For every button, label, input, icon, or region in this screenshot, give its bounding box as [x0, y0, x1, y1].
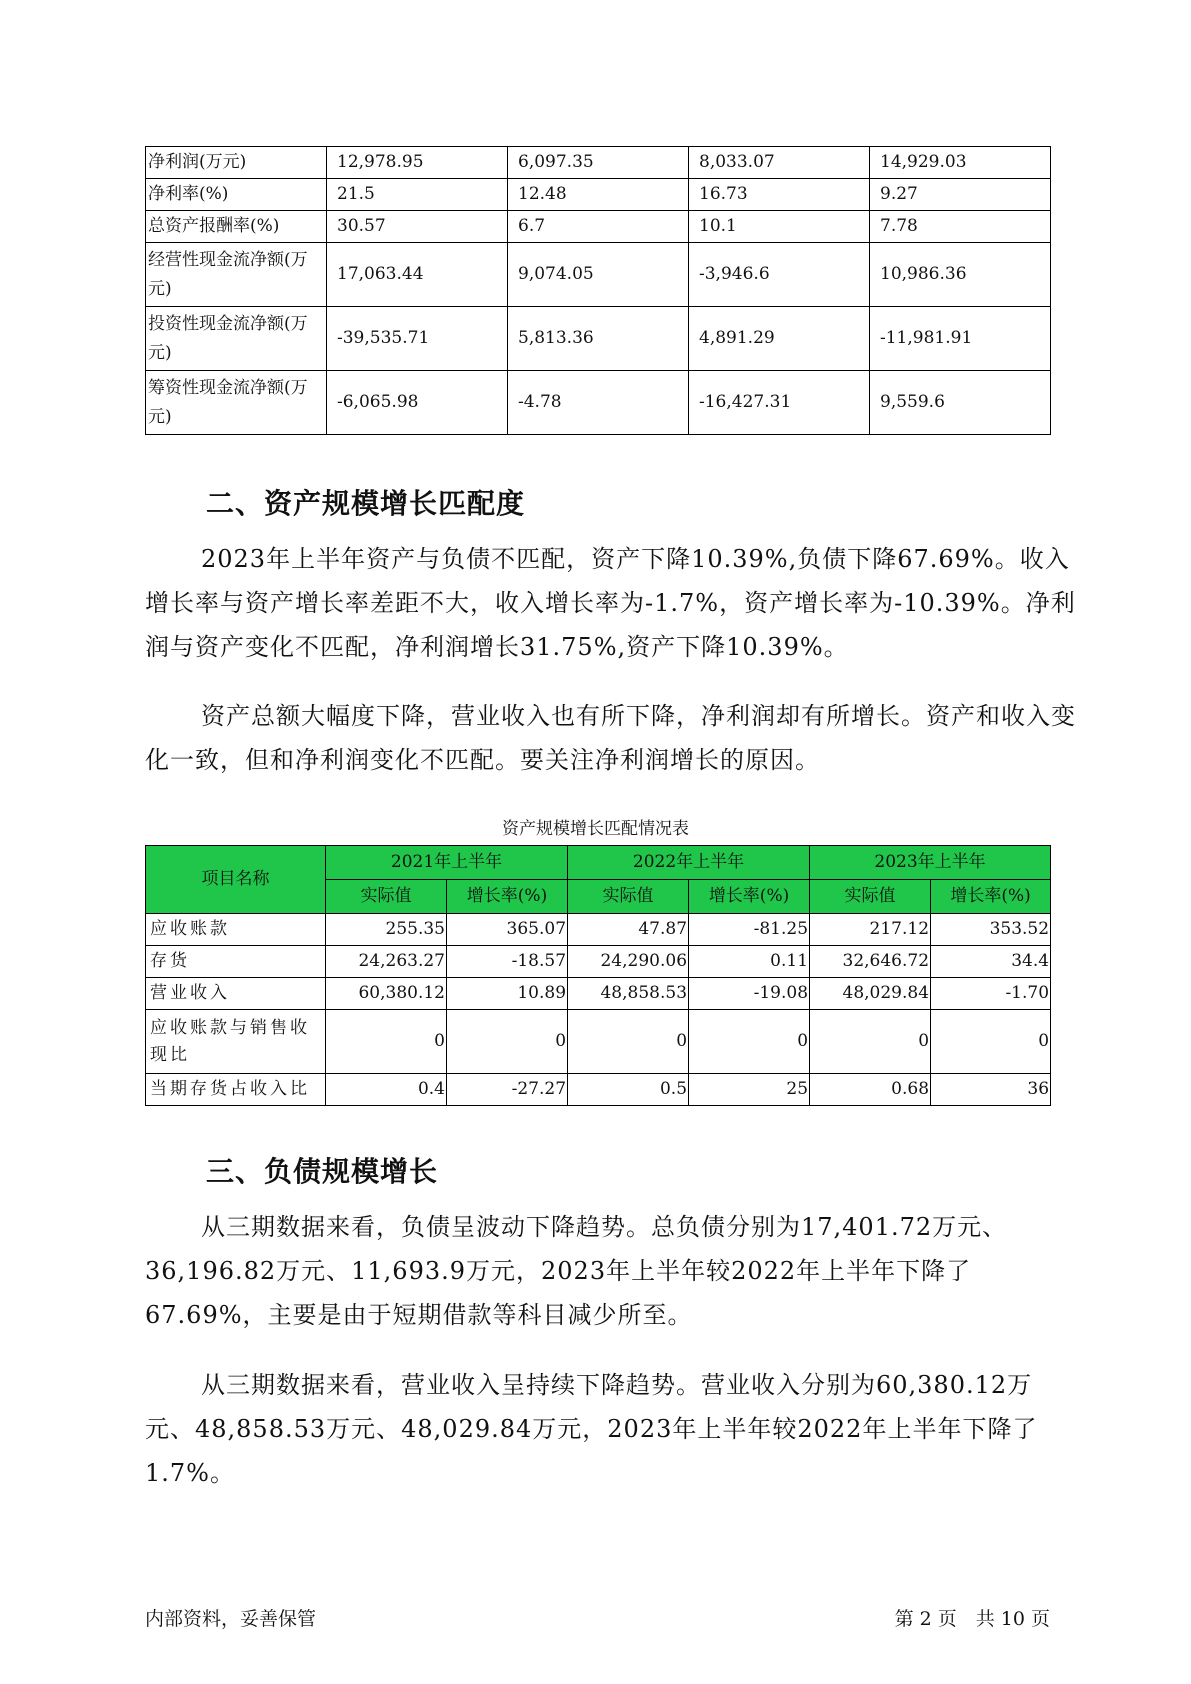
column-header-growth: 增长率(%) — [931, 880, 1051, 914]
row-label: 经营性现金流净额(万元) — [146, 243, 327, 307]
cell: 0 — [326, 1010, 447, 1074]
row-label: 投资性现金流净额(万元) — [146, 307, 327, 371]
financial-metrics-table — [145, 146, 1051, 435]
table-header-row — [146, 846, 1051, 880]
table-row — [146, 243, 1051, 307]
cell: 24,263.27 — [326, 946, 447, 978]
paragraph: 资产总额大幅度下降，营业收入也有所下降，净利润却有所增长。资产和收入变化一致，但和净利润变化不匹配。要关注净利润增长的原因。 — [145, 702, 1076, 774]
cell: 60,380.12 — [326, 978, 447, 1010]
cell: 0 — [447, 1010, 568, 1074]
row-label: 存货 — [146, 946, 326, 978]
cell: -19.08 — [689, 978, 810, 1010]
cell: 32,646.72 — [810, 946, 931, 978]
cell: 10.89 — [447, 978, 568, 1010]
column-header-actual: 实际值 — [326, 880, 447, 914]
asset-growth-match-table — [145, 845, 1051, 1106]
column-header-growth: 增长率(%) — [447, 880, 568, 914]
cell: -6,065.98 — [327, 371, 508, 435]
cell: -11,981.91 — [870, 307, 1051, 371]
cell: 9,074.05 — [508, 243, 689, 307]
cell: 25 — [689, 1074, 810, 1106]
paragraph: 从三期数据来看，营业收入呈持续下降趋势。营业收入分别为60,380.12万元、48,858.53万元、48,029.84万元，2023年上半年较2022年上半年下降了1.7%。 — [145, 1371, 1038, 1487]
cell: 0 — [568, 1010, 689, 1074]
column-header-growth: 增长率(%) — [689, 880, 810, 914]
cell: 0 — [810, 1010, 931, 1074]
cell: -27.27 — [447, 1074, 568, 1106]
cell: -16,427.31 — [689, 371, 870, 435]
row-label: 总资产报酬率(%) — [146, 211, 327, 243]
cell: 0.11 — [689, 946, 810, 978]
table-row — [146, 179, 1051, 211]
row-label: 营业收入 — [146, 978, 326, 1010]
row-label: 净利率(%) — [146, 179, 327, 211]
cell: 36 — [931, 1074, 1051, 1106]
cell: 10,986.36 — [870, 243, 1051, 307]
column-header-period: 2023年上半年 — [810, 846, 1051, 880]
cell: 0.4 — [326, 1074, 447, 1106]
column-header-item-name: 项目名称 — [146, 846, 326, 914]
column-header-period: 2021年上半年 — [326, 846, 568, 880]
table-row — [146, 211, 1051, 243]
row-label: 应收账款与销售收现比 — [146, 1010, 326, 1074]
cell: 353.52 — [931, 914, 1051, 946]
cell: 0.5 — [568, 1074, 689, 1106]
cell: 6,097.35 — [508, 147, 689, 179]
cell: 0 — [689, 1010, 810, 1074]
cell: -3,946.6 — [689, 243, 870, 307]
cell: 4,891.29 — [689, 307, 870, 371]
cell: 10.1 — [689, 211, 870, 243]
cell: 5,813.36 — [508, 307, 689, 371]
cell: 8,033.07 — [689, 147, 870, 179]
cell: 21.5 — [327, 179, 508, 211]
table-row — [146, 1074, 1051, 1106]
cell: 14,929.03 — [870, 147, 1051, 179]
cell: 0.68 — [810, 1074, 931, 1106]
column-header-actual: 实际值 — [568, 880, 689, 914]
cell: 12.48 — [508, 179, 689, 211]
column-header-period: 2022年上半年 — [568, 846, 810, 880]
row-label: 净利润(万元) — [146, 147, 327, 179]
column-header-actual: 实际值 — [810, 880, 931, 914]
table-row — [146, 1010, 1051, 1074]
cell: 47.87 — [568, 914, 689, 946]
table-row — [146, 307, 1051, 371]
cell: 0 — [931, 1010, 1051, 1074]
cell: 7.78 — [870, 211, 1051, 243]
cell: -39,535.71 — [327, 307, 508, 371]
section-heading-debt-growth: 三、负债规模增长 — [206, 1155, 439, 1188]
table-row — [146, 371, 1051, 435]
cell: 6.7 — [508, 211, 689, 243]
row-label: 当期存货占收入比 — [146, 1074, 326, 1106]
cell: 217.12 — [810, 914, 931, 946]
paragraph: 从三期数据来看，负债呈波动下降趋势。总负债分别为17,401.72万元、36,196.82万元、11,693.9万元，2023年上半年较2022年上半年下降了67.69%，主要是由于短期借款等科目减少所至。 — [145, 1213, 1008, 1329]
cell: 16.73 — [689, 179, 870, 211]
table-row — [146, 946, 1051, 978]
cell: 365.07 — [447, 914, 568, 946]
cell: -1.70 — [931, 978, 1051, 1010]
cell: 12,978.95 — [327, 147, 508, 179]
cell: 34.4 — [931, 946, 1051, 978]
table-caption: 资产规模增长匹配情况表 — [502, 819, 689, 839]
row-label: 筹资性现金流净额(万元) — [146, 371, 327, 435]
footer-page-number: 第 2 页 共 10 页 — [894, 1608, 1050, 1630]
cell: -18.57 — [447, 946, 568, 978]
cell: 17,063.44 — [327, 243, 508, 307]
cell: 9,559.6 — [870, 371, 1051, 435]
paragraph: 2023年上半年资产与负债不匹配，资产下降10.39%,负债下降67.69%。收入增长率与资产增长率差距不大，收入增长率为-1.7%，资产增长率为-10.39%。净利润与资产变化不匹配，净利润增长31.75%,资产下降10.39%。 — [145, 545, 1076, 661]
section-heading-asset-growth: 二、资产规模增长匹配度 — [206, 487, 526, 520]
cell: 30.57 — [327, 211, 508, 243]
row-label: 应收账款 — [146, 914, 326, 946]
cell: 24,290.06 — [568, 946, 689, 978]
table-row — [146, 978, 1051, 1010]
cell: 48,029.84 — [810, 978, 931, 1010]
cell: 255.35 — [326, 914, 447, 946]
table-row — [146, 914, 1051, 946]
cell: -81.25 — [689, 914, 810, 946]
cell: 48,858.53 — [568, 978, 689, 1010]
cell: -4.78 — [508, 371, 689, 435]
table-row — [146, 147, 1051, 179]
cell: 9.27 — [870, 179, 1051, 211]
footer-confidential-note: 内部资料，妥善保管 — [145, 1608, 317, 1630]
